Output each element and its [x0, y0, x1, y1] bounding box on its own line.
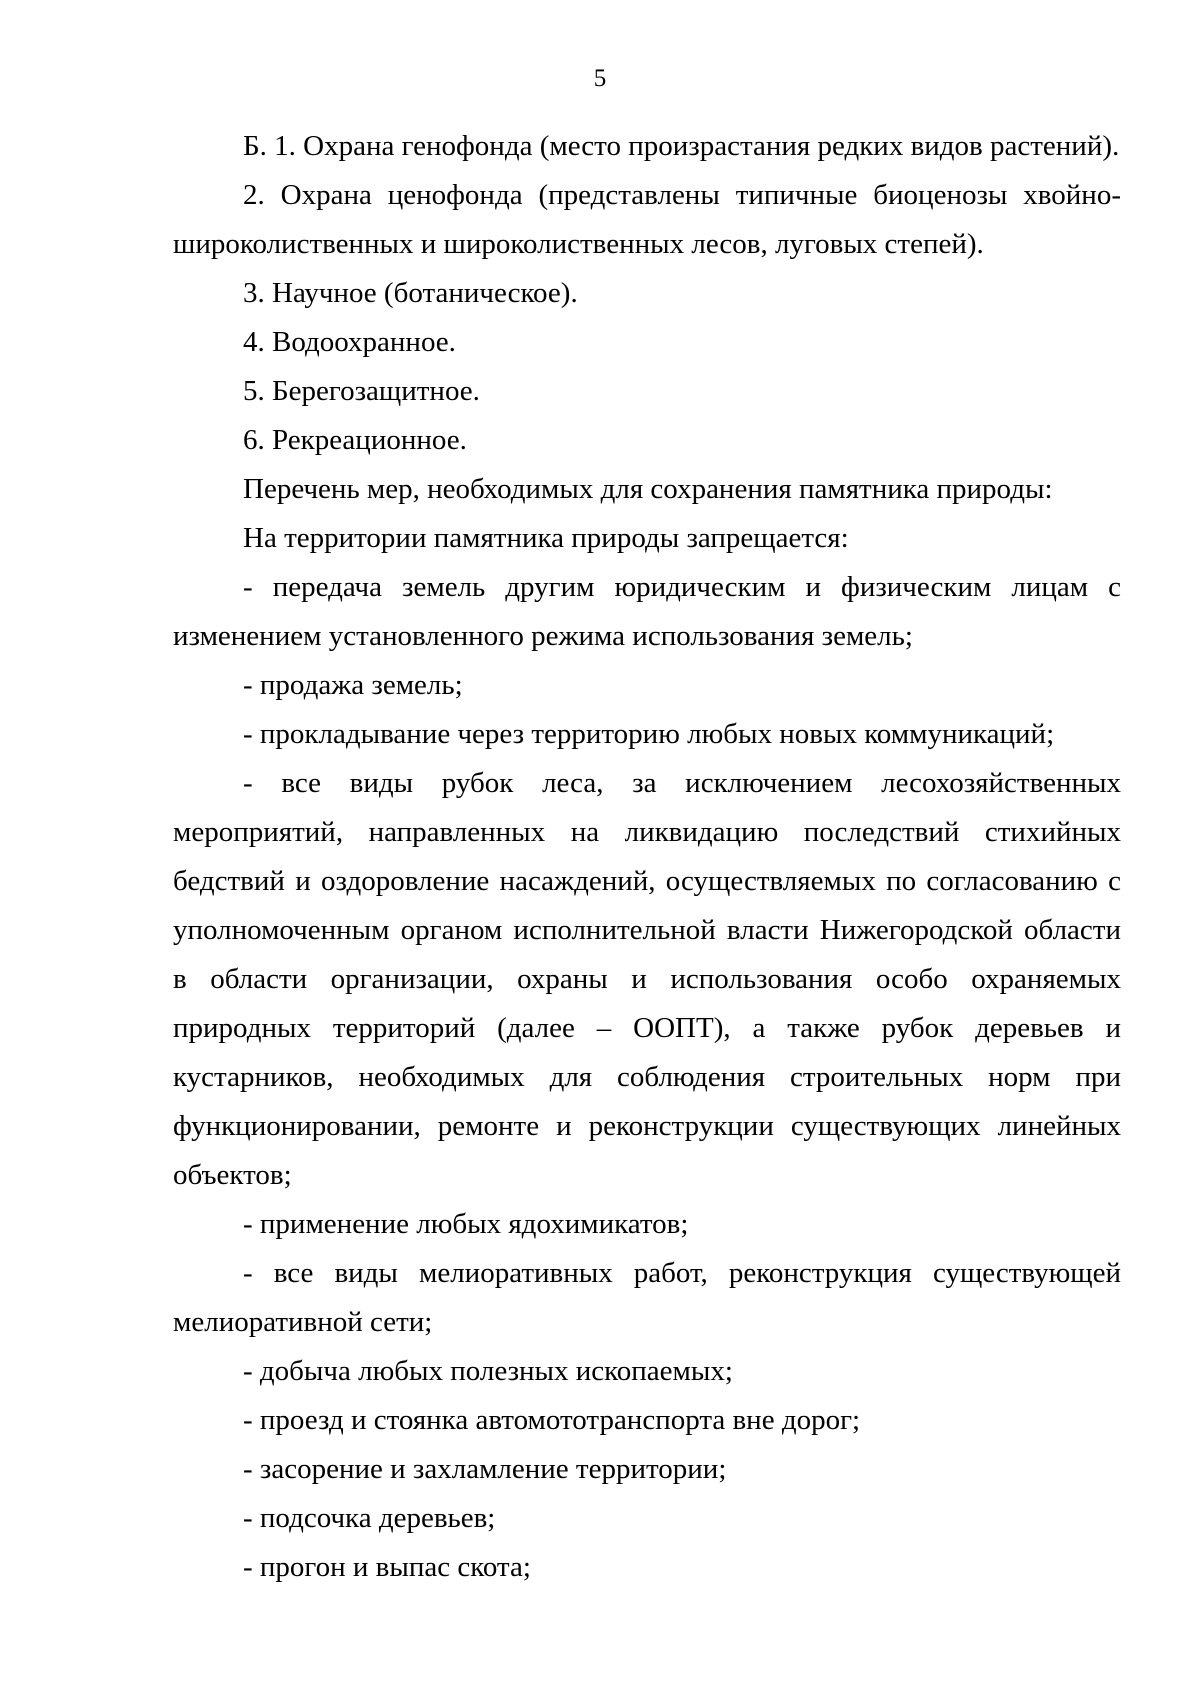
list-item-land-transfer: - передача земель другим юридическим и физическим лицам с изменением установленного режима использования земель;	[173, 571, 1121, 652]
paragraph-scientific: 3. Научное (ботаническое).	[243, 277, 578, 309]
paragraph-water-protection: 4. Водоохранное.	[243, 326, 456, 358]
list-item-forest-felling: - все виды рубок леса, за исключением лесохозяйственных мероприятий, направленных на ликвидацию последствий стихийных бедствий и оздоровление насаждений, осуществляемых по согласованию с уполномоченным органом исполнительной власти Нижегородской области в области организации, охраны и использования особо охраняемых природных территорий (далее – ООПТ), а также рубок деревьев и кустарников, необходимых для соблюдения строительных норм при функционировании, ремонте и реконструкции существующих линейных объектов;	[173, 767, 1121, 1191]
paragraph-protection-cenofund: 2. Охрана ценофонда (представлены типичные биоценозы хвойно-широколиственных и широколиственных лесов, луговых степей).	[173, 179, 1121, 260]
list-item-offroad-vehicles: - проезд и стоянка автомототранспорта вне дорог;	[243, 1404, 861, 1436]
list-item-toxic-chemicals: - применение любых ядохимикатов;	[243, 1208, 689, 1240]
list-item-mining: - добыча любых полезных ископаемых;	[243, 1355, 733, 1387]
document-body	[173, 122, 1121, 1592]
list-item-new-communications: - прокладывание через территорию любых новых коммуникаций;	[243, 718, 1055, 750]
paragraph-prohibited-heading: На территории памятника природы запрещается:	[243, 522, 849, 554]
page-number: 5	[593, 65, 607, 92]
list-item-cattle-grazing: - прогон и выпас скота;	[243, 1551, 531, 1583]
list-item-tree-tapping: - подсочка деревьев;	[243, 1502, 496, 1534]
paragraph-protection-genefund: Б. 1. Охрана генофонда (место произрастания редких видов растений).	[243, 130, 1120, 162]
paragraph-recreational: 6. Рекреационное.	[243, 424, 467, 456]
list-item-littering: - засорение и захламление территории;	[243, 1453, 727, 1485]
paragraph-shore-protection: 5. Берегозащитное.	[243, 375, 480, 407]
paragraph-measures-heading: Перечень мер, необходимых для сохранения памятника природы:	[243, 473, 1053, 505]
list-item-land-sale: - продажа земель;	[243, 669, 463, 701]
list-item-melioration: - все виды мелиоративных работ, реконструкция существующей мелиоративной сети;	[173, 1257, 1121, 1338]
